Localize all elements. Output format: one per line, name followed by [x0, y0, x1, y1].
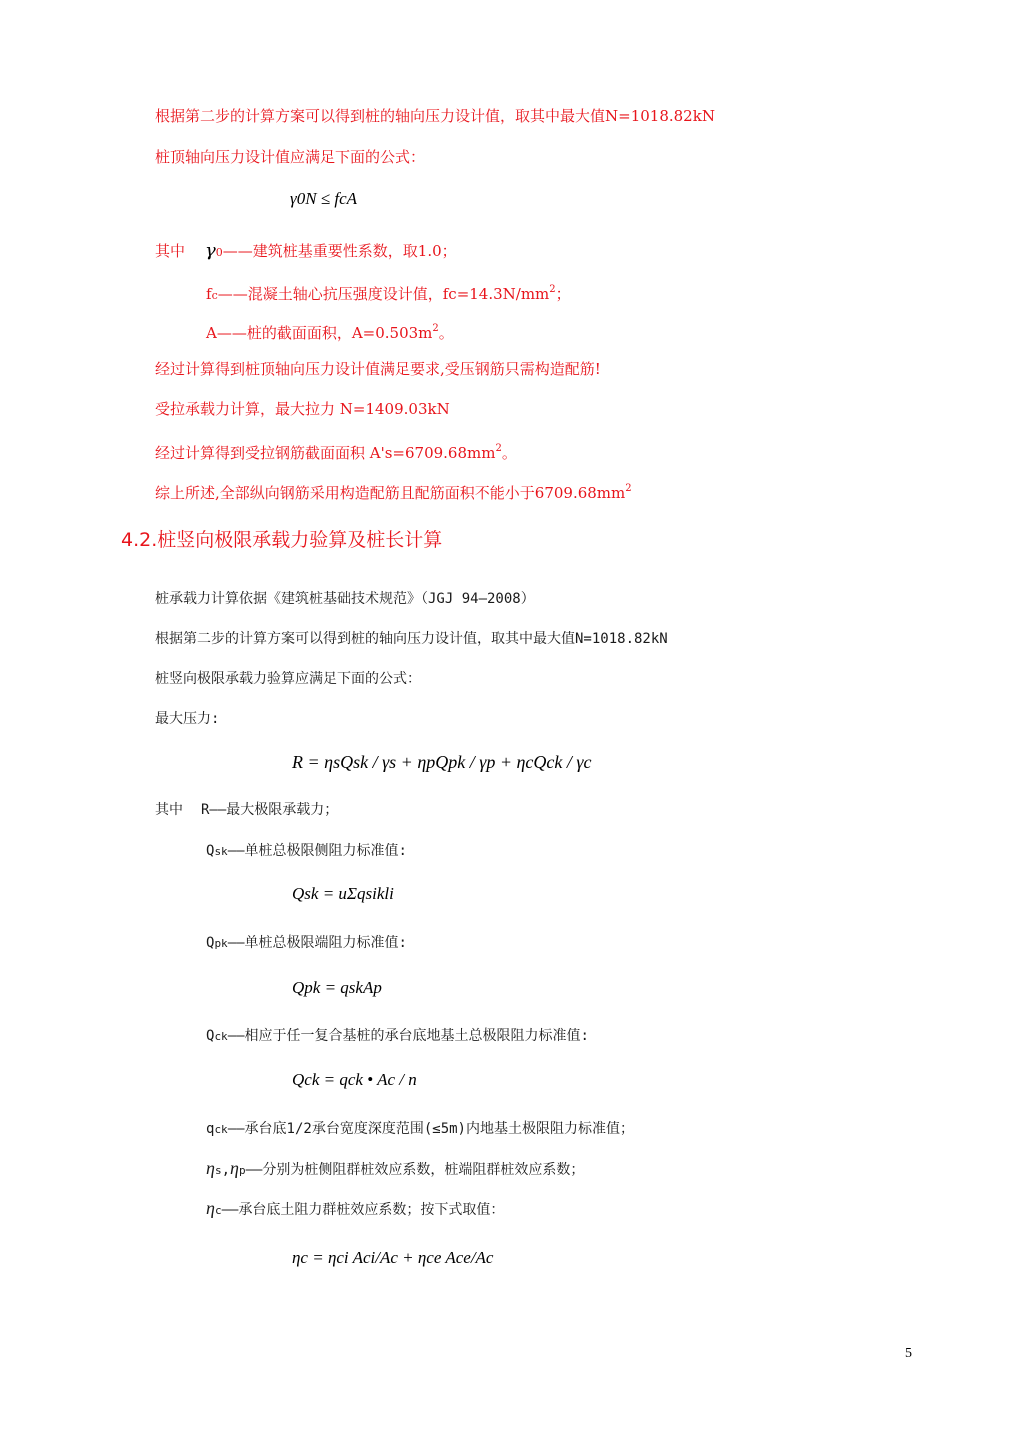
formula-qpk — [292, 978, 382, 998]
text-line: 根据第二步的计算方案可以得到桩的轴向压力设计值，取其中最大值N=1018.82kN — [155, 631, 668, 647]
page-number: 5 — [905, 1346, 912, 1361]
definition-gamma: 其中 γ0——建筑桩基重要性系数，取1.0； — [155, 240, 457, 261]
formula-text: Qck = qck • Ac / n — [292, 1070, 417, 1089]
definition-qpk: Qpk——单桩总极限端阻力标准值: — [206, 935, 407, 951]
formula-text: γ0N ≤ fcA — [290, 189, 358, 208]
definition-r: 其中 R——最大极限承载力； — [155, 802, 339, 818]
text-line: 综上所述,全部纵向钢筋采用构造配筋且配筋面积不能小于$6709.68mm^2$ — [155, 483, 632, 502]
formula-text: R = ηsQsk / γs + ηpQpk / γp + ηcQck / γc — [292, 752, 592, 772]
text-line: 根据第二步的计算方案可以得到桩的轴向压力设计值，取其中最大值N=1018.82kN — [155, 107, 715, 125]
definition-fc: fc——混凝土轴心抗压强度设计值，$fc=14.3N/mm^2$； — [206, 284, 571, 303]
formula-qck — [292, 1070, 417, 1090]
text-line: 最大压力: — [155, 711, 220, 727]
text-line: 桩顶轴向压力设计值应满足下面的公式： — [155, 148, 426, 166]
formula-text: Qsk = uΣqsikli — [292, 884, 394, 903]
formula-eta-c — [292, 1248, 493, 1268]
formula-qsk — [292, 884, 394, 904]
text-line: 经过计算得到受拉钢筋截面面积 $A's=6709.68mm^2$。 — [155, 443, 517, 462]
definition-area: A——桩的截面面积，$A=0.503m^2$。 — [206, 323, 454, 342]
text-line: 桩竖向极限承载力验算应满足下面的公式： — [155, 671, 421, 687]
definition-eta-c: ηc——承台底土阻力群桩效应系数；按下式取值： — [206, 1198, 505, 1218]
definition-qsk: Qsk——单桩总极限侧阻力标准值: — [206, 843, 407, 859]
text-line: 受拉承载力计算，最大拉力 N=1409.03kN — [155, 400, 450, 418]
formula-text: Qpk = qskAp — [292, 978, 382, 997]
definition-qck-lower: qck——承台底1/2承台宽度深度范围(≤5m)内地基土极限阻力标准值； — [206, 1121, 634, 1137]
definition-eta-sp: ηs,ηp——分别为桩侧阻群桩效应系数，桩端阻群桩效应系数； — [206, 1158, 585, 1178]
formula-axial-check — [290, 189, 357, 209]
text-line: 桩承载力计算依据《建筑桩基础技术规范》（JGJ 94—2008） — [155, 591, 535, 607]
formula-text: ηc = ηci Aci/Ac + ηce Ace/Ac — [292, 1248, 494, 1267]
formula-capacity — [292, 752, 591, 773]
section-heading: 4.2.桩竖向极限承载力验算及桩长计算 — [121, 529, 443, 551]
text-line: 经过计算得到桩顶轴向压力设计值满足要求,受压钢筋只需构造配筋! — [155, 360, 601, 378]
definition-qck: Qck——相应于任一复合基桩的承台底地基土总极限阻力标准值: — [206, 1028, 589, 1044]
